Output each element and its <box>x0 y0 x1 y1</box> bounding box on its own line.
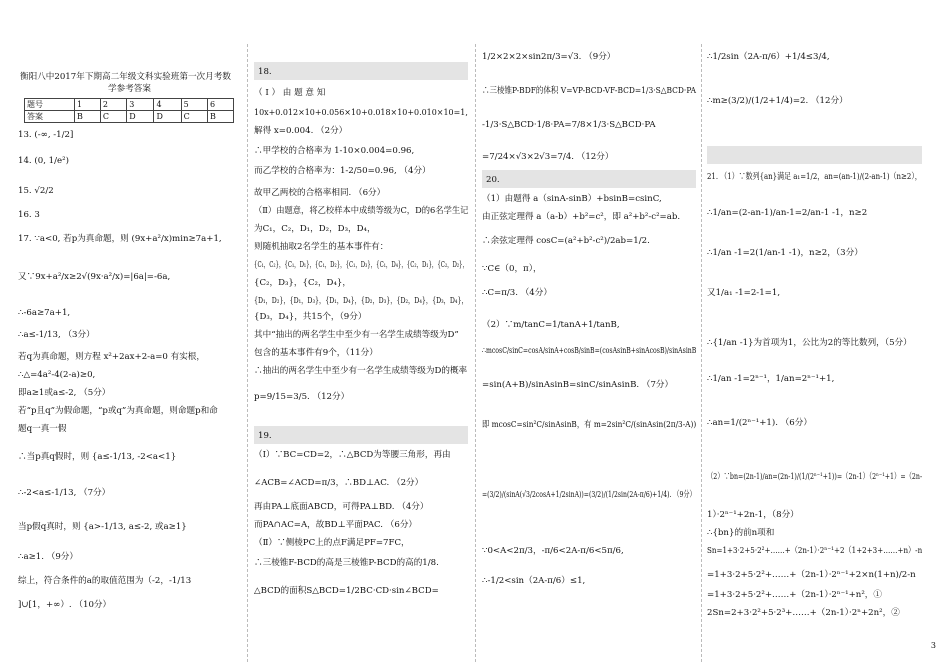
answer-line: Sn=1+3·2+5·2²+……+（2n-1）·2ⁿ⁻¹+2（1+2+3+……+n）-n <box>707 546 923 556</box>
answer-line: 解得 x=0.004. （2分） <box>254 126 348 136</box>
answer-line: ∴△=4a²-4(2-a)≥0, <box>18 370 96 380</box>
answer-line: 若“p且q”为假命题，“p或q”为真命题，则命题p和命 <box>18 406 218 416</box>
column-4 <box>707 0 922 672</box>
answer-line: 而乙学校的合格率为：1-2/50=0.96, （4分） <box>254 166 431 176</box>
answer-line: 2Sn=2+3·2²+5·2³+……+（2n-1）·2ⁿ+2n²，② <box>707 608 900 618</box>
answer-line: 又1/a₁ -1=2-1=1, <box>707 288 781 298</box>
answer-line: （Ⅰ）∵BC=CD=2，∴△BCD为等腰三角形，再由 <box>254 450 451 460</box>
table-cell: 题号 <box>25 99 75 111</box>
answer-line: =sin(A+B)/sinAsinB=sinC/sinAsinB. （7分） <box>482 380 674 390</box>
table-cell: 1 <box>74 99 100 111</box>
answer-line: 再由PA⊥底面ABCD，可得PA⊥BD. （4分） <box>254 502 429 512</box>
answer-line: ∵C∈（0，π）， <box>482 264 542 274</box>
answer-line: 综上，符合条件的a的取值范围为（-2，-1/13 <box>18 576 192 586</box>
answer-line: 10x+0.012×10+0.056×10+0.018×10+0.010×10=1, <box>254 108 468 118</box>
answer-line: {D₃，D₄}，共15个，（9分） <box>254 312 367 322</box>
table-cell: 4 <box>154 99 181 111</box>
answer-line: ∴a≥1. （9分） <box>18 552 78 562</box>
table-cell: 答案 <box>25 111 75 123</box>
answer-line: =1+3·2+5·2²+……+（2n-1）·2ⁿ⁻¹+2×n(1+n)/2-n <box>707 570 916 580</box>
column-divider <box>247 44 248 662</box>
table-cell: D <box>127 111 154 123</box>
answer-line: 14. (0, 1/e²) <box>18 156 69 166</box>
answer-line: ∴{1/an -1}为首项为1，公比为2的等比数列，（5分） <box>707 338 912 348</box>
answer-line: =(3/2)/(sinA(√3/2cosA+1/2sinA))=(3/2)/(1/2sin(2A-π/6)+1/4). （9分） <box>482 490 696 500</box>
answer-line: 又∵9x+a²/x≥2√(9x·a²/x)=|6a|=-6a, <box>18 272 171 282</box>
answer-line: （Ⅱ）由题意，将乙校样本中成绩等级为C，D的6名学生记 <box>254 206 469 216</box>
table-cell: B <box>74 111 100 123</box>
answer-line: ∴1/an -1=2ⁿ⁻¹，1/an=2ⁿ⁻¹+1, <box>707 374 835 384</box>
answer-line: （ Ⅰ ） 由 题 意 知 <box>254 88 326 98</box>
answer-line: ∴余弦定理得 cosC=(a²+b²-c²)/2ab=1/2. <box>482 236 650 246</box>
question-header <box>254 62 468 80</box>
table-cell: D <box>154 111 181 123</box>
table-cell: 5 <box>181 99 207 111</box>
table-row <box>25 99 234 111</box>
answer-line: 包含的基本事件有9个，（11分） <box>254 348 378 358</box>
answer-line: （Ⅱ）∵侧棱PC上的点F满足PF=7FC， <box>254 538 410 548</box>
answer-line: ∴-1/2<sin（2A-π/6）≤1, <box>482 576 586 586</box>
answer-table <box>24 98 234 123</box>
answer-line: 17. ∵a<0, 若p为真命题，则 (9x+a²/x)min≥7a+1, <box>18 234 222 244</box>
answer-line: ∴a≤-1/13, （3分） <box>18 330 95 340</box>
answer-line: ∴an=1/(2ⁿ⁻¹+1). （6分） <box>707 418 812 428</box>
answer-line: （1）由题得 a（sinA-sinB）+bsinB=csinC, <box>482 194 662 204</box>
answer-line: ∴mcosC/sinC=cosA/sinA+cosB/sinB=(cosAsinB+sinAcosB)/sinAsinB <box>482 346 697 356</box>
answer-line: ∴抽出的两名学生中至少有一名学生成绩等级为D的概率 <box>254 366 468 376</box>
answer-line: ∴-6a≥7a+1, <box>18 308 71 318</box>
answer-line: ∠ACB=∠ACD=π/3，∴BD⊥AC. （2分） <box>254 478 424 488</box>
answer-line: {D₁，D₂}，{D₁，D₃}，{D₁，D₄}，{D₂，D₃}，{D₂，D₄}，{D₃，D₄}， <box>254 296 468 306</box>
answer-line: 即 mcosC=sin²C/sinAsinB，有 m=2sin²C/(sinAsin(2π/3-A)) <box>482 420 697 430</box>
question-number: 20. <box>486 175 500 185</box>
answer-line: ∴三棱锥F-BCD的高是三棱锥P-BCD的高的1/8. <box>254 558 439 568</box>
column-2 <box>254 0 468 672</box>
answer-line: ]∪[1，+∞）. （10分） <box>18 600 112 610</box>
question-header <box>254 426 468 444</box>
table-cell: B <box>208 111 234 123</box>
question-number: 18. <box>258 67 272 77</box>
answer-line: 13. (-∞, -1/2] <box>18 130 74 140</box>
answer-line: 1/2×2×2×sin2π/3=√3. （9分） <box>482 52 616 62</box>
answer-line: 故甲乙两校的合格率相同. （6分） <box>254 188 386 198</box>
answer-line: △BCD的面积S△BCD=1/2BC·CD·sin∠BCD= <box>254 586 439 596</box>
answer-line: {C₁，C₂}，{C₁，D₁}，{C₁，D₂}，{C₁，D₃}，{C₁，D₄}，{C₂，D₁}，{C₂，D₂}， <box>254 260 468 270</box>
answer-line: ∴{bn}的前n项和 <box>707 528 775 538</box>
doc-title-line1: 衡阳八中2017年下期高二年级文科实验班第一次月考数 <box>20 72 231 82</box>
table-row <box>25 111 234 123</box>
answer-line: =1+3·2+5·2²+……+（2n-1）·2ⁿ⁻¹+n²，① <box>707 590 882 600</box>
answer-line: 而PA∩AC=A，故BD⊥平面PAC. （6分） <box>254 520 418 530</box>
answer-line: 即a≥1或a≤-2, （5分） <box>18 388 111 398</box>
answer-line: 若q为真命题，则方程 x²+2ax+2-a=0 有实根， <box>18 352 205 362</box>
answer-line: 15. √2/2 <box>18 186 54 196</box>
question-number: 19. <box>258 431 272 441</box>
answer-line: 题q一真一假 <box>18 424 67 434</box>
table-cell: 3 <box>127 99 154 111</box>
answer-line: （2）∵bn=(2n-1)/an=(2n-1)/(1/(2ⁿ⁻¹+1))=（2n-1）（2ⁿ⁻¹+1）=（2n- <box>707 472 923 482</box>
question-header <box>482 170 696 188</box>
column-divider <box>475 44 476 662</box>
question-21-header: 21. （1）∵数列{an}满足 a₁=1/2，an=(an-1)/(2-an-1)（n≥2）， <box>707 172 922 182</box>
column-3 <box>482 0 696 672</box>
answer-line: ∴三棱锥P-BDF的体积 V=VP-BCD-VF-BCD=1/3·S△BCD·PA <box>482 86 697 96</box>
answer-line: 为C₁，C₂，D₁，D₂，D₃，D₄， <box>254 224 376 234</box>
table-cell: 2 <box>100 99 126 111</box>
answer-line: ∴m≥(3/2)/(1/2+1/4)=2. （12分） <box>707 96 848 106</box>
doc-title-line2: 学参考答案 <box>108 84 151 94</box>
column-1 <box>18 0 244 672</box>
answer-line: ∵0<A<2π/3，-π/6<2A-π/6<5π/6, <box>482 546 624 556</box>
answer-line: {C₂，D₃}，{C₂，D₄}， <box>254 278 351 288</box>
answer-line: ∴-2<a≤-1/13, （7分） <box>18 488 111 498</box>
answer-line: （2）∵m/tanC=1/tanA+1/tanB, <box>482 320 620 330</box>
answer-line: -1/3·S△BCD·1/8·PA=7/8×1/3·S△BCD·PA <box>482 120 656 130</box>
answer-line: 则随机抽取2名学生的基本事件有： <box>254 242 389 252</box>
answer-line: 16. 3 <box>18 210 40 220</box>
page-number: 3 <box>930 641 936 650</box>
table-cell: 6 <box>208 99 234 111</box>
answer-line: p=9/15=3/5. （12分） <box>254 392 350 402</box>
answer-line: 当p假q真时，则 {a>-1/13, a≤-2, 或a≥1} <box>18 522 187 532</box>
answer-line: ∴1/an=(2-an-1)/an-1=2/an-1 -1，n≥2 <box>707 208 868 218</box>
answer-line: 由正弦定理得 a（a-b）+b²=c²，即 a²+b²-c²=ab. <box>482 212 681 222</box>
table-cell: C <box>100 111 126 123</box>
question-header <box>707 146 922 164</box>
table-cell: C <box>181 111 207 123</box>
answer-line: ∴当p真q假时，则 {a≤-1/13, -2<a<1} <box>18 452 177 462</box>
column-divider <box>701 44 702 662</box>
answer-line: 其中“抽出的两名学生中至少有一名学生成绩等级为D” <box>254 330 459 340</box>
answer-line: ∴甲学校的合格率为 1-10×0.004=0.96, <box>254 146 415 156</box>
answer-line: =7/24×√3×2√3=7/4. （12分） <box>482 152 614 162</box>
answer-line: ∴1/an -1=2(1/an-1 -1)，n≥2，（3分） <box>707 248 863 258</box>
answer-line: 1）·2ⁿ⁻¹+2n-1，（8分） <box>707 510 799 520</box>
answer-line: ∴C=π/3. （4分） <box>482 288 552 298</box>
answer-line: ∴1/2sin（2A-π/6）+1/4≤3/4, <box>707 52 830 62</box>
